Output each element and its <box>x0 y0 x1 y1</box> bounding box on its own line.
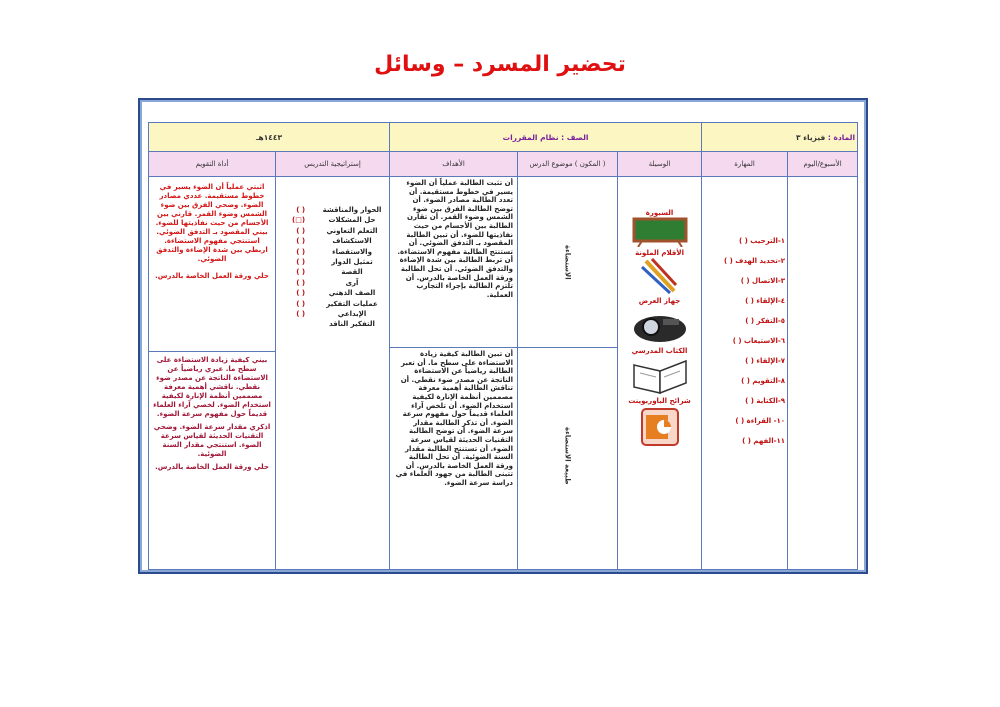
lesson-plan-table <box>148 122 858 570</box>
strategy-item: تمثيل الدوار <box>331 257 373 266</box>
strategy-item: عمليات التفكير <box>326 299 378 308</box>
strategy-item: التفكير الناقد <box>329 320 375 329</box>
evaluation-cell <box>149 177 276 570</box>
strategy-item: آرى <box>345 278 359 287</box>
strategy-mark[interactable]: ( ) <box>296 289 306 298</box>
col-week: الأسبوع/اليوم <box>788 152 858 177</box>
skill-item: ٩-الكتابة ( ) <box>745 397 786 405</box>
subject-value: فيزياء ٣ <box>796 132 826 142</box>
chalkboard-icon <box>632 217 688 247</box>
evaluation-1-worksheet: حلي ورقة العمل الخاصة بالدرس. <box>155 272 269 280</box>
year-cell <box>149 123 390 152</box>
strategy-mark[interactable]: ( ) <box>296 299 306 308</box>
strategy-item: والاستقصاء <box>332 247 372 256</box>
pencils-icon <box>638 257 682 295</box>
grade-value: نظام المقررات <box>502 132 559 142</box>
evaluation-2-speed: اذكري مقدار سرعة الضوء. وضحي التقنيات الحديثة لقياس سرعة الضوء. استنتجي مقدار السنة الضوئية. <box>153 423 271 458</box>
year-value: ١٤٤٣هـ <box>255 132 283 142</box>
strategy-item: القصة <box>341 268 363 277</box>
strategy-item: الإبداعي <box>337 309 367 318</box>
board-label: السبورة <box>645 209 674 217</box>
strategy-cell <box>276 177 390 570</box>
skill-item: ١١-الفهم ( ) <box>742 437 786 445</box>
skill-item: ٤-الإلقاء ( ) <box>745 297 786 305</box>
objectives-2: أن تبين الطالبة كيفية زيادة الاستضاءة على سطح ما. أن تعبر الطالبة رياضياً عن الاستضاءة الناتجة عن مصدر ضوء نقطي. أن تناقش الطالبة أهمية معرفة مصممين أنظمة الإنارة لكيفية استخدام الضوء. أن تلخص آراء العلماء قديماً حول مفهوم سرعة الضوء. أن تذكر الطالبة مقدار سرعة الضوء. أن توضح الطالبة التقنيات الحديثة لقياس سرعة الضوء. أن تستنتج الطالبة مقدار السنة الضوئية. أن تحل الطالبة ورقة العمل الخاصة بالدرس. أن تتبنى الطالبة من جهود العلماء في دراسة سرعة الضوء. <box>395 350 514 487</box>
strategy-item: الاستكشاف <box>332 237 372 246</box>
topic-2: طبيعة الاستضاءة <box>563 427 572 485</box>
col-topic: ( المكون ) موضوع الدرس <box>518 152 618 177</box>
skill-item: ٧-الإلقاء ( ) <box>745 357 786 365</box>
strategy-item: الصف الذهني <box>328 289 376 298</box>
strategy-mark[interactable]: ( ) <box>296 247 306 256</box>
skill-item: ١-الترحيب ( ) <box>739 237 786 245</box>
strategy-item: الحوار والمناقشة <box>322 206 382 214</box>
book-label: الكتاب المدرسي <box>631 347 688 355</box>
topic-cell <box>518 177 618 570</box>
strategy-mark[interactable]: ( ) <box>296 309 306 318</box>
evaluation-2-worksheet: حلي ورقة العمل الخاصة بالدرس. <box>155 463 269 471</box>
objectives-cell <box>390 177 518 570</box>
skill-item: ٨-التقويم ( ) <box>741 377 786 385</box>
col-evaluation: أداة التقويم <box>149 152 276 177</box>
strategy-item: حل المشكلات <box>328 216 376 225</box>
powerpoint-icon <box>638 405 682 449</box>
col-objectives: الأهداف <box>390 152 518 177</box>
strategy-mark[interactable]: ( ) <box>296 206 306 214</box>
strategy-item: التعلم التعاوني <box>326 226 378 235</box>
skill-item: ٥-التفكر ( ) <box>745 317 786 325</box>
strategy-mark[interactable]: ( ) <box>296 268 306 277</box>
book-icon <box>630 355 690 395</box>
col-skill: المهارة <box>702 152 788 177</box>
objectives-1: أن تثبت الطالبة عملياً أن الضوء يسير في خطوط مستقيمة. أن تعدد الطالبة مصادر الضوء. أن توضح الطالبة الفرق بين ضوء الشمس وضوء القمر. أن تقارن الطالبة بين الأجسام من حيث نفاذيتها للضوء. أن تبين الطالبة المقصود بـ التدفق الضوئي. أن تستنتج الطالبة مفهوم الاستضاءة. أن تربط الطالبة بين شدة الإضاءة والتدفق الضوئي. أن تحل الطالبة ورقة العمل الخاصة بالدرس. أن تلتزم الطالبة بإجراء التجارب العملية. <box>390 177 517 348</box>
grade-cell <box>390 123 702 152</box>
col-media: الوسيلة <box>618 152 702 177</box>
strategy-mark[interactable]: ( ) <box>296 257 306 266</box>
skills-cell <box>702 177 788 570</box>
projector-label: جهاز العرض <box>638 297 681 305</box>
grade-label: الصف : <box>561 132 589 142</box>
week-cell <box>788 177 858 570</box>
slides-label: شرائح الباوربوينت <box>628 397 691 405</box>
col-strategy: إستراتيجية التدريس <box>276 152 390 177</box>
evaluation-2: بيني كيفية زيادة الاستضاءة على سطح ما. عبري رياضياً عن الاستضاءة الناتجة عن مصدر ضوء نقطي. ناقشي أهمية معرفة مصممين أنظمة الإنارة لكيفية استخدام الضوء. لخصي آراء العلماء قديماً حول مفهوم سرعة الضوء. <box>153 356 271 418</box>
strategy-mark[interactable]: ( ) <box>296 226 306 235</box>
skill-item: ٦-الاستيعاب ( ) <box>732 337 786 345</box>
skill-item: ٣-الاتصال ( ) <box>740 277 786 285</box>
subject-cell <box>702 123 858 152</box>
strategy-mark[interactable]: ( ) <box>296 237 306 246</box>
strategy-mark[interactable]: ( ) <box>296 278 306 287</box>
skill-item: ١٠- القراءة ( ) <box>735 417 786 425</box>
strategy-mark[interactable]: (□) <box>292 216 306 225</box>
skill-item: ٢-تحديد الهدف ( ) <box>723 257 786 265</box>
pens-label: الأقلام الملونة <box>635 249 684 257</box>
page-title: تحضير المسرد – وسائل <box>374 52 626 77</box>
projector-icon <box>631 305 689 345</box>
subject-label: المادة : <box>827 132 856 142</box>
topic-1: الاستضاءة <box>563 244 572 280</box>
evaluation-1: اثبتي عملياً أن الضوء يسير في خطوط مستقيمة. عددي مصادر الضوء. وضحي الفرق بين ضوء الشمس وضوء القمر. قارني بين الأجسام من حيث نفاذيتها للضوء. بيني المقصود بـ التدفق الضوئي. استنتجي مفهوم الاستضاءة. اربطي بين شدة الإضاءة والتدفق الضوئي. <box>155 183 269 263</box>
media-cell <box>618 177 702 570</box>
